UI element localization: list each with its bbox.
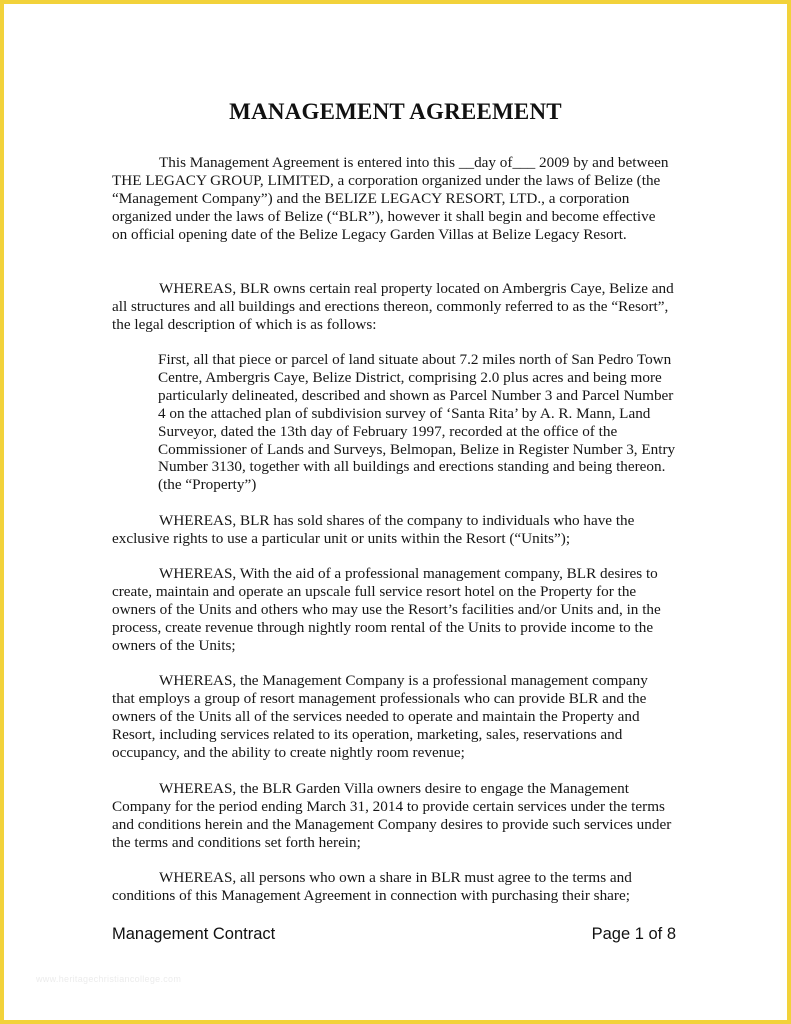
- page-number: Page 1 of 8: [591, 925, 676, 943]
- footer-left-label: Management Contract: [112, 925, 276, 943]
- intro-paragraph: [112, 154, 674, 244]
- paragraph-property-description: First, all that piece or parcel of land situate about 7.2 miles north of San Pedro Town Centre, Ambergris Caye, Belize District, comprising 2.0 plus acres and being more particularly delineated, described and shown as Parcel Number 3 and Parcel Number 4 on the attached plan of subdivision survey of ‘Santa Rita’ by A. R. Mann, Land Surveyor, dated the 13th day of February 1997, recorded at the office of the Commissioner of Lands and Surveys, Belmopan, Belize in Register Number 3, Entry Number 3130, together with all buildings and erections standing and being thereon. (the “Property”): [158, 351, 676, 494]
- watermark: www.heritagechristiancollege.com: [36, 974, 182, 984]
- whereas-property-block: [112, 280, 674, 334]
- paragraph-whereas-management-company: WHEREAS, the Management Company is a professional management company that employs a group of resort management professionals who can provide BLR and the owners of the Units all of the services needed to operate and maintain the Property and Resort, including services related to its operation, marketing, sales, reservations and occupancy, and the ability to create nightly room revenue;: [112, 672, 648, 761]
- document-page: [4, 4, 787, 1020]
- property-description-block: [112, 351, 678, 494]
- whereas-shares-block: [112, 512, 674, 548]
- paragraph-whereas-owners: WHEREAS, the BLR Garden Villa owners desire to engage the Management Company for the period ending March 31, 2014 to provide certain services under the terms and conditions herein and the Management Company desires to provide such services under the terms and conditions set forth herein;: [112, 780, 672, 851]
- paragraph-whereas-management-aid: WHEREAS, With the aid of a professional management company, BLR desires to create, maintain and operate an upscale full service resort hotel on the Property for the owners of the Units and others who may use the Resort’s facilities and/or Units and, in the process, create revenue through nightly room rental of the Units to provide income to the owners of the Units;: [112, 565, 661, 654]
- whereas-management-company-block: [112, 672, 674, 762]
- whereas-management-aid-block: [112, 565, 674, 655]
- document-title: MANAGEMENT AGREEMENT: [229, 99, 562, 124]
- paragraph-whereas-shares: WHEREAS, BLR has sold shares of the company to individuals who have the exclusive rights to use a particular unit or units within the Resort (“Units”);: [112, 512, 635, 547]
- page-footer: [112, 925, 676, 944]
- paragraph-intro: This Management Agreement is entered into this __day of___ 2009 by and between THE LEGACY GROUP, LIMITED, a corporation organized under the laws of Belize (the “Management Company”) and the BELIZE LEGACY RESORT, LTD., a corporation organized under the laws of Belize (“BLR”), however it shall begin and become effective on official opening date of the Belize Legacy Garden Villas at Belize Legacy Resort.: [112, 154, 669, 243]
- paragraph-whereas-property: WHEREAS, BLR owns certain real property located on Ambergris Caye, Belize and all structures and all buildings and erections thereon, commonly referred to as the “Resort”, the legal description of which is as follows:: [112, 280, 674, 333]
- whereas-shareholders-block: [112, 869, 674, 905]
- whereas-owners-block: [112, 780, 674, 852]
- paragraph-whereas-shareholders: WHEREAS, all persons who own a share in BLR must agree to the terms and conditions of this Management Agreement in connection with purchasing their share;: [112, 869, 632, 904]
